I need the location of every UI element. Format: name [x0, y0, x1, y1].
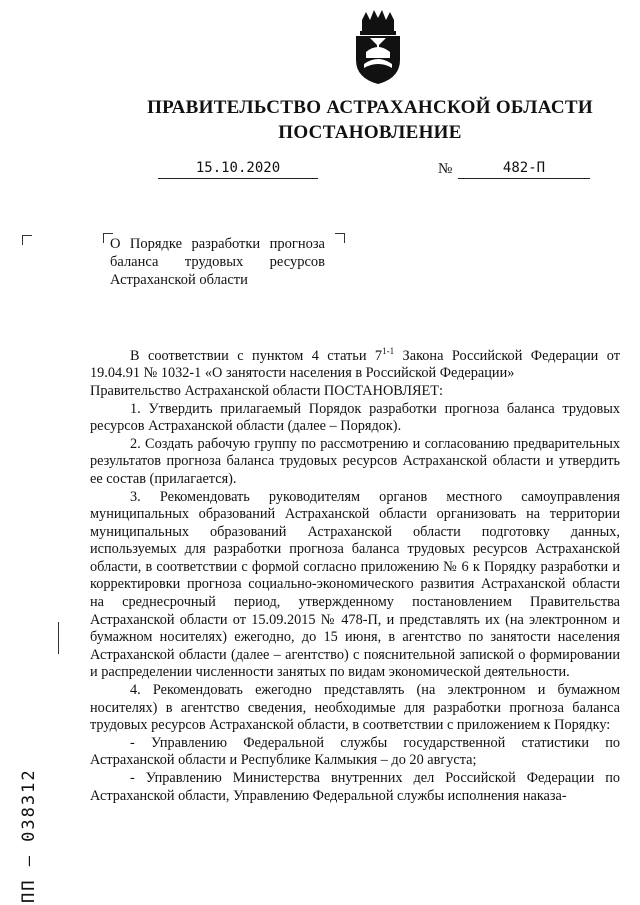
- decree-subject: О Порядке разработки прогноза баланса трудовых ресурсов Астраханской области: [110, 236, 325, 288]
- date-underline: [158, 178, 318, 179]
- decree-number: 482-П: [502, 160, 546, 176]
- document-type-title: ПОСТАНОВЛЕНИЕ: [278, 122, 462, 143]
- paragraph-5: - Управлению Федеральной службы государственной статистики по Астраханской области и Республике Калмыкия – до 20 августа;: [90, 734, 620, 769]
- paragraph-2: 2. Создать рабочую группу по рассмотрению и согласованию предварительных результатов прогноза баланса трудовых ресурсов Астраханской области и утвердить ее состав (прилагается).: [90, 435, 620, 487]
- paragraph-3: 3. Рекомендовать руководителям органов местного самоуправления муниципальных образований Астраханской области организовать на территории муниципальных образований Астраханской области подготовку данных, используемых для разработки прогноза баланса трудовых ресурсов Астраханской области, в соответствии с формой согласно приложению № 6 к Порядку разработки и корректировки прогноза социально-экономического развития Астраханской области на среднесрочный период, утвержденному постановлением Правительства Астраханской области от 15.09.2015 № 478-П, и представлять их (на электронном и бумажном носителях) ежегодно, до 15 июня, в агентство по занятости населения Астраханской области (далее – агентство) с пояснительной запиской о формировании и распределении численности занятых по видам экономической деятельности.: [90, 488, 620, 681]
- number-sign: №: [438, 161, 453, 177]
- decree-body: [90, 343, 620, 805]
- left-corner-mark: [22, 235, 32, 245]
- intro-text-b: Закона Российской Федерации от 19.04.91 № 1032-1 «О занятости населения в Российской Федерации»: [90, 347, 620, 382]
- decree-date: 15.10.2020: [195, 160, 281, 176]
- intro-text-a: В соответствии с пунктом 4 статьи 7: [130, 347, 383, 364]
- paragraph-6: - Управлению Министерства внутренних дел Российской Федерации по Астраханской области, Управлению Федеральной службы исполнения наказа-: [90, 770, 620, 804]
- government-title: ПРАВИТЕЛЬСТВО АСТРАХАНСКОЙ ОБЛАСТИ: [147, 97, 593, 118]
- paragraph-1: 1. Утвердить прилагаемый Порядок разработки прогноза баланса трудовых ресурсов Астраханской области (далее – Порядок).: [90, 400, 620, 435]
- coat-of-arms-icon: [348, 8, 408, 86]
- side-serial-code: [15, 743, 43, 903]
- intro-superscript: 1-1: [382, 346, 395, 356]
- side-serial-text: ПП – 038312: [19, 768, 39, 903]
- margin-mark: [58, 622, 59, 654]
- paragraph-4: 4. Рекомендовать ежегодно представлять (на электронном и бумажном носителях) в агентство сведения, необходимые для разработки прогноза баланса трудовых ресурсов Астраханской области, в соответствии с приложением к Порядку:: [90, 682, 620, 734]
- intro-paragraph: [90, 343, 620, 383]
- number-underline: [458, 178, 590, 179]
- subject-right-bracket: [335, 233, 345, 243]
- resolves-line: Правительство Астраханской области ПОСТАНОВЛЯЕТ:: [90, 382, 443, 399]
